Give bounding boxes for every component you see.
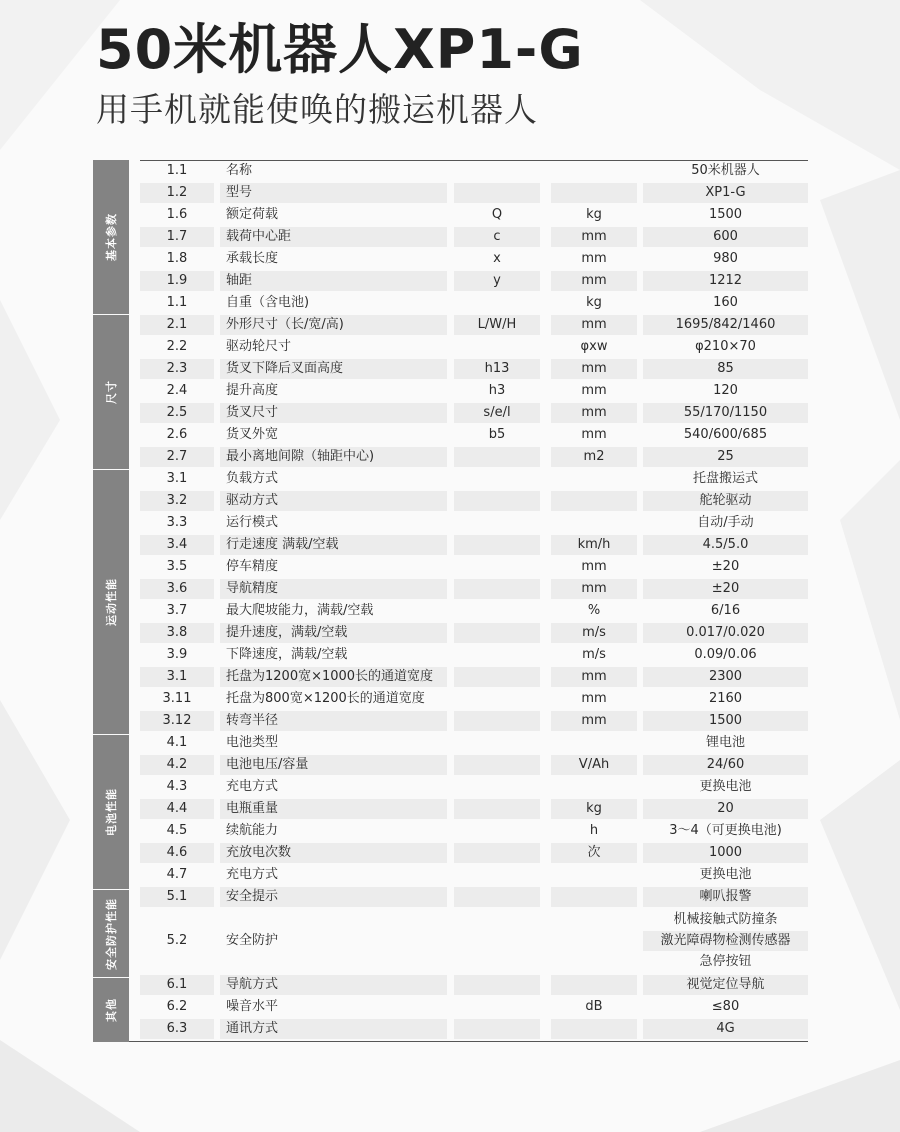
row-number: 4.6 (140, 843, 214, 863)
row-number: 4.5 (166, 823, 188, 838)
row-value: 锂电池 (705, 735, 745, 750)
table-row (140, 556, 808, 578)
row-value: 0.09/0.06 (694, 647, 757, 662)
row-value-line: 激光障碍物检测传感器 (643, 931, 808, 951)
row-value: 更换电池 (699, 867, 752, 882)
row-number: 6.3 (140, 1019, 214, 1039)
table-row (140, 820, 808, 842)
group-label: 电池性能 (105, 788, 118, 836)
row-unit (551, 909, 637, 973)
table-row (140, 446, 808, 468)
row-number: 1.8 (166, 251, 188, 266)
row-unit: m/s (582, 647, 606, 662)
row-symbol (454, 887, 540, 907)
row-unit (551, 887, 637, 907)
row-value: 540/600/685 (683, 427, 768, 442)
row-name: 轴距 (220, 271, 447, 291)
table-row (140, 380, 808, 402)
row-symbol (454, 601, 540, 621)
row-number: 2.6 (166, 427, 188, 442)
table-row (140, 798, 808, 820)
row-unit (551, 865, 637, 885)
group-label-cell (93, 890, 129, 977)
row-symbol (454, 843, 540, 863)
table-row (140, 732, 808, 754)
row-unit: mm (551, 359, 637, 379)
row-number: 3.8 (140, 623, 214, 643)
row-name: 充电方式 (226, 779, 279, 794)
row-name: 托盘为800宽×1200长的通道宽度 (226, 691, 425, 706)
row-symbol (454, 293, 540, 313)
page-subtitle: 用手机就能使唤的搬运机器人 (96, 90, 538, 129)
row-unit (551, 777, 637, 797)
spec-rows (140, 160, 808, 1040)
row-number: 2.7 (140, 447, 214, 467)
row-symbol (454, 821, 540, 841)
row-symbol (454, 799, 540, 819)
group-label: 其他 (105, 998, 118, 1022)
row-symbol (454, 513, 540, 533)
row-value: 25 (643, 447, 808, 467)
row-name: 运行模式 (226, 515, 279, 530)
row-name: 承载长度 (226, 251, 279, 266)
table-row (140, 622, 808, 644)
row-number: 2.4 (166, 383, 188, 398)
table-row (140, 182, 808, 204)
row-value: φ210×70 (695, 339, 756, 354)
group-label-cell (93, 160, 129, 314)
row-symbol: Q (491, 207, 503, 222)
table-row (140, 1018, 808, 1040)
row-symbol: c (454, 227, 540, 247)
row-value: 1500 (708, 207, 743, 222)
row-symbol (454, 997, 540, 1017)
row-unit: φxw (580, 339, 608, 354)
row-value: 1000 (643, 843, 808, 863)
row-name: 负载方式 (226, 471, 279, 486)
row-symbol: b5 (488, 427, 506, 442)
group-label: 安全防护性能 (105, 897, 118, 970)
row-value: 1212 (643, 271, 808, 291)
row-unit (551, 491, 637, 511)
row-symbol (454, 711, 540, 731)
row-unit: mm (581, 691, 607, 706)
row-value: 视觉定位导航 (643, 975, 808, 995)
row-symbol (454, 755, 540, 775)
row-name: 电瓶重量 (220, 799, 447, 819)
row-number: 4.3 (166, 779, 188, 794)
row-number: 1.7 (140, 227, 214, 247)
row-value: 2160 (708, 691, 743, 706)
row-value: 4.5/5.0 (643, 535, 808, 555)
table-row (140, 600, 808, 622)
row-symbol (454, 183, 540, 203)
row-number: 4.4 (140, 799, 214, 819)
group-label-cell (93, 735, 129, 889)
row-unit: mm (581, 383, 607, 398)
table-row (140, 160, 808, 182)
row-unit: m2 (551, 447, 637, 467)
table-row (140, 534, 808, 556)
table-row (140, 424, 808, 446)
table-row (140, 666, 808, 688)
row-symbol (454, 623, 540, 643)
row-unit: km/h (551, 535, 637, 555)
row-value: 55/170/1150 (643, 403, 808, 423)
row-name: 最小离地间隙（轴距中心) (220, 447, 447, 467)
row-value: 120 (713, 383, 738, 398)
row-unit: h (589, 823, 599, 838)
row-name: 货叉下降后叉面高度 (220, 359, 447, 379)
row-number: 3.5 (166, 559, 188, 574)
row-symbol (454, 975, 540, 995)
row-number: 3.2 (140, 491, 214, 511)
row-value: 24/60 (643, 755, 808, 775)
row-name: 名称 (226, 163, 253, 178)
table-row (140, 490, 808, 512)
row-symbol: L/W/H (454, 315, 540, 335)
row-unit: mm (551, 315, 637, 335)
row-number: 3.7 (166, 603, 188, 618)
table-row (140, 358, 808, 380)
row-value: 1695/842/1460 (643, 315, 808, 335)
row-name: 停车精度 (226, 559, 279, 574)
row-number: 2.1 (140, 315, 214, 335)
table-row (140, 512, 808, 534)
row-unit: mm (581, 559, 607, 574)
row-value: 0.017/0.020 (643, 623, 808, 643)
row-number: 4.1 (166, 735, 188, 750)
row-number: 3.1 (140, 667, 214, 687)
row-number: 3.12 (140, 711, 214, 731)
row-name: 最大爬坡能力，满载/空载 (226, 603, 374, 618)
row-name: 电池电压/容量 (220, 755, 447, 775)
row-number: 3.6 (140, 579, 214, 599)
table-row (140, 974, 808, 996)
group-label-cell (93, 470, 129, 734)
row-unit: kg (586, 295, 602, 310)
row-number: 6.1 (140, 975, 214, 995)
row-number: 3.11 (162, 691, 192, 706)
row-value-line: 急停按钮 (699, 954, 752, 970)
row-name: 噪音水平 (226, 999, 279, 1014)
row-number: 1.1 (166, 295, 188, 310)
table-row (140, 908, 808, 974)
table-row (140, 226, 808, 248)
row-unit: mm (581, 427, 607, 442)
row-number: 3.9 (166, 647, 188, 662)
table-row (140, 644, 808, 666)
row-number: 3.1 (166, 471, 188, 486)
row-name: 安全提示 (220, 887, 447, 907)
row-symbol (454, 689, 540, 709)
group-label-cell (93, 315, 129, 469)
row-value: 980 (713, 251, 738, 266)
row-value: 更换电池 (699, 779, 752, 794)
table-row (140, 402, 808, 424)
row-symbol: x (493, 251, 501, 266)
table-row (140, 468, 808, 490)
table-row (140, 842, 808, 864)
row-name: 续航能力 (226, 823, 279, 838)
row-value: 600 (643, 227, 808, 247)
row-value: 50米机器人 (691, 163, 760, 178)
row-value: 托盘搬运式 (692, 471, 758, 486)
table-row (140, 688, 808, 710)
row-value: 4G (643, 1019, 808, 1039)
row-symbol (454, 469, 540, 489)
row-value: 85 (643, 359, 808, 379)
row-number: 3.4 (140, 535, 214, 555)
row-unit (551, 513, 637, 533)
row-name: 驱动轮尺寸 (226, 339, 292, 354)
table-row (140, 864, 808, 886)
table-row (140, 292, 808, 314)
row-unit (551, 469, 637, 489)
row-value: 3～4（可更换电池) (669, 823, 782, 838)
row-value: 1500 (643, 711, 808, 731)
table-bottom-rule (93, 1041, 808, 1042)
row-value: ±20 (643, 579, 808, 599)
row-symbol (454, 535, 540, 555)
row-number: 1.9 (140, 271, 214, 291)
row-number: 1.1 (166, 163, 188, 178)
row-name: 自重（含电池) (226, 295, 310, 310)
row-unit: m/s (551, 623, 637, 643)
row-symbol: y (454, 271, 540, 291)
row-unit (551, 975, 637, 995)
row-unit (551, 1019, 637, 1039)
row-value: 20 (643, 799, 808, 819)
row-unit: mm (551, 227, 637, 247)
page-title: 50米机器人XP1-G (96, 18, 584, 81)
row-value: 160 (713, 295, 738, 310)
row-symbol (454, 777, 540, 797)
group-label-cell (93, 978, 129, 1042)
table-row (140, 996, 808, 1018)
row-value-line: 机械接触式防撞条 (673, 911, 778, 927)
row-symbol (454, 733, 540, 753)
row-unit: mm (551, 403, 637, 423)
row-name: 电池类型 (226, 735, 279, 750)
row-name: 货叉外宽 (226, 427, 279, 442)
row-name: 托盘为1200宽×1000长的通道宽度 (220, 667, 447, 687)
row-symbol (454, 557, 540, 577)
row-name: 额定荷载 (226, 207, 279, 222)
row-symbol (454, 865, 540, 885)
row-number: 4.7 (166, 867, 188, 882)
row-symbol (454, 447, 540, 467)
table-row (140, 754, 808, 776)
row-name: 充放电次数 (220, 843, 447, 863)
row-symbol (454, 909, 540, 973)
row-unit: kg (551, 799, 637, 819)
row-unit: 次 (551, 843, 637, 863)
row-unit: mm (581, 251, 607, 266)
row-value: ±20 (711, 559, 740, 574)
row-unit: V/Ah (551, 755, 637, 775)
table-row (140, 776, 808, 798)
row-value: 6/16 (710, 603, 741, 618)
row-unit (551, 183, 637, 203)
row-value: 喇叭报警 (643, 887, 808, 907)
group-label: 运动性能 (105, 578, 118, 626)
row-number: 2.3 (140, 359, 214, 379)
row-number: 5.2 (166, 933, 188, 948)
row-value: ≤80 (711, 999, 740, 1014)
row-number: 2.2 (166, 339, 188, 354)
row-value: XP1-G (643, 183, 808, 203)
row-unit: kg (586, 207, 602, 222)
row-symbol (454, 667, 540, 687)
row-name: 导航精度 (220, 579, 447, 599)
table-row (140, 314, 808, 336)
row-name: 驱动方式 (220, 491, 447, 511)
row-name: 提升速度，满载/空载 (220, 623, 447, 643)
row-unit (551, 733, 637, 753)
row-value: 舵轮驱动 (643, 491, 808, 511)
row-symbol: s/e/l (454, 403, 540, 423)
row-symbol (454, 1019, 540, 1039)
group-label: 基本参数 (105, 213, 118, 261)
row-name: 转弯半径 (220, 711, 447, 731)
row-unit: mm (551, 667, 637, 687)
row-value: 2300 (643, 667, 808, 687)
row-number: 6.2 (166, 999, 188, 1014)
row-name: 型号 (220, 183, 447, 203)
row-value: 自动/手动 (697, 515, 754, 530)
row-value (643, 909, 808, 973)
row-name: 通讯方式 (220, 1019, 447, 1039)
row-number: 4.2 (140, 755, 214, 775)
row-name: 载荷中心距 (220, 227, 447, 247)
row-number: 3.3 (166, 515, 188, 530)
row-name: 货叉尺寸 (220, 403, 447, 423)
row-symbol: h13 (454, 359, 540, 379)
row-name: 提升高度 (226, 383, 279, 398)
row-symbol (454, 491, 540, 511)
row-name: 下降速度，满载/空载 (226, 647, 348, 662)
row-symbol (454, 579, 540, 599)
row-unit (551, 161, 637, 181)
group-label: 尺寸 (105, 380, 118, 404)
row-number: 2.5 (140, 403, 214, 423)
row-symbol (454, 161, 540, 181)
table-row (140, 578, 808, 600)
table-row (140, 204, 808, 226)
table-row (140, 270, 808, 292)
row-unit: mm (551, 271, 637, 291)
row-symbol: h3 (488, 383, 506, 398)
row-symbol (454, 337, 540, 357)
row-unit: dB (585, 999, 603, 1014)
row-number: 1.2 (140, 183, 214, 203)
row-unit: mm (551, 579, 637, 599)
row-name: 导航方式 (220, 975, 447, 995)
row-name: 充电方式 (226, 867, 279, 882)
row-number: 5.1 (140, 887, 214, 907)
row-name: 行走速度 满载/空载 (220, 535, 447, 555)
table-row (140, 248, 808, 270)
row-name: 外形尺寸（长/宽/高) (220, 315, 447, 335)
table-row (140, 710, 808, 732)
row-symbol (454, 645, 540, 665)
row-number: 1.6 (166, 207, 188, 222)
table-row (140, 886, 808, 908)
table-row (140, 336, 808, 358)
row-name: 安全防护 (226, 933, 279, 948)
row-unit: % (587, 603, 601, 618)
row-unit: mm (551, 711, 637, 731)
